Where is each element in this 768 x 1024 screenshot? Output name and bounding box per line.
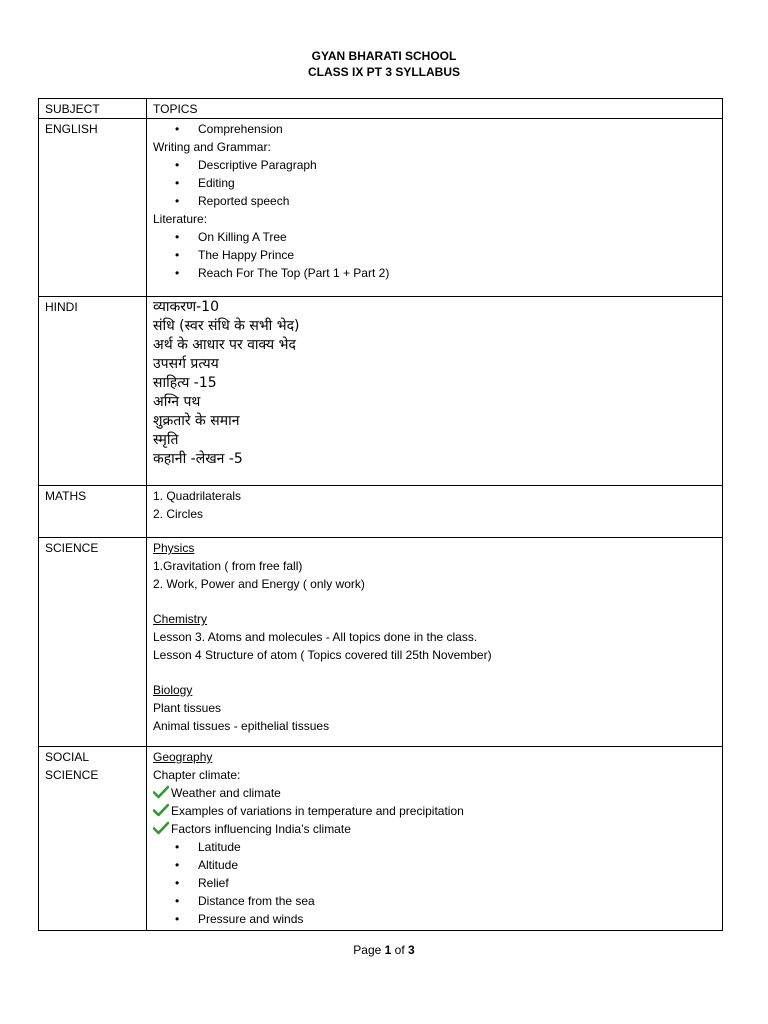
bullet-icon: •	[175, 176, 180, 190]
bullet-icon: •	[175, 194, 180, 208]
hindi-line: शुक्रतारे के समान	[153, 413, 240, 429]
row-hindi	[39, 297, 723, 486]
list-item: • Latitude	[175, 840, 241, 854]
list-item: • Reported speech	[175, 194, 290, 208]
topics-science	[147, 538, 723, 747]
row-english	[39, 119, 723, 297]
subject-maths: MATHS	[39, 486, 147, 538]
school-name: GYAN BHARATI SCHOOL	[311, 49, 457, 63]
chapter-heading: Chapter climate:	[153, 768, 241, 782]
page-footer	[0, 943, 768, 957]
hindi-line: व्याकरण-10	[153, 299, 220, 315]
header-row	[39, 99, 723, 119]
hindi-line: संधि (स्वर संधि के सभी भेद)	[153, 318, 300, 334]
row-social-science	[39, 747, 723, 931]
row-science	[39, 538, 723, 747]
hindi-line: अग्नि पथ	[153, 394, 201, 410]
page-total: 3	[408, 943, 415, 957]
topics-maths	[147, 486, 723, 538]
bullet-icon: •	[175, 876, 180, 890]
spacer	[153, 664, 716, 681]
list-item: 2. Circles	[153, 507, 204, 521]
list-item: • The Happy Prince	[175, 248, 295, 262]
spacer	[153, 593, 716, 610]
checkmark-icon	[153, 803, 169, 817]
checkmark-icon	[153, 785, 169, 799]
column-header-subject: SUBJECT	[39, 99, 147, 119]
list-item: • Relief	[175, 876, 229, 890]
list-item: 1.Gravitation ( from free fall)	[153, 559, 303, 573]
bullet-icon: •	[175, 266, 180, 280]
bullet-icon: •	[175, 122, 180, 136]
checked-item: Examples of variations in temperature and precipitation	[153, 802, 716, 820]
topics-social-science	[147, 747, 723, 931]
list-item: • Editing	[175, 176, 235, 190]
section-heading-geography: Geography	[153, 750, 213, 764]
row-maths	[39, 486, 723, 538]
section-heading-biology: Biology	[153, 683, 193, 697]
topics-hindi	[147, 297, 723, 486]
bullet-icon: •	[175, 912, 180, 926]
bullet-icon: •	[175, 158, 180, 172]
document-header	[0, 48, 768, 80]
list-item: Lesson 3. Atoms and molecules - All topics done in the class.	[153, 630, 478, 644]
hindi-line: साहित्य -15	[153, 375, 217, 391]
page-word: Page	[353, 943, 382, 957]
section-heading: Literature:	[153, 212, 208, 226]
topics-english	[147, 119, 723, 297]
bullet-icon: •	[175, 248, 180, 262]
subject-english: ENGLISH	[39, 119, 147, 297]
document-title: CLASS IX PT 3 SYLLABUS	[307, 65, 461, 79]
subject-social-science: SOCIAL SCIENCE	[39, 747, 147, 931]
list-item: Animal tissues - epithelial tissues	[153, 719, 330, 733]
list-item: • On Killing A Tree	[175, 230, 287, 244]
section-heading-physics: Physics	[153, 541, 195, 555]
hindi-line: उपसर्ग प्रत्यय	[153, 356, 219, 372]
list-item: • Comprehension	[175, 122, 283, 136]
page-number: 1	[384, 943, 392, 957]
bullet-icon: •	[175, 840, 180, 854]
of-word: of	[394, 943, 405, 957]
list-item: • Reach For The Top (Part 1 + Part 2)	[175, 266, 390, 280]
hindi-line: स्मृति	[153, 432, 179, 448]
list-item: Lesson 4 Structure of atom ( Topics covered till 25th November)	[153, 648, 492, 662]
bullet-icon: •	[175, 858, 180, 872]
hindi-line: अर्थ के आधार पर वाक्य भेद	[153, 337, 296, 353]
list-item: 1. Quadrilaterals	[153, 489, 242, 503]
subject-science: SCIENCE	[39, 538, 147, 747]
bullet-icon: •	[175, 894, 180, 908]
subject-hindi: HINDI	[39, 297, 147, 486]
list-item: • Descriptive Paragraph	[175, 158, 317, 172]
checked-item: Factors influencing India’s climate	[153, 820, 716, 838]
list-item: 2. Work, Power and Energy ( only work)	[153, 577, 365, 591]
hindi-line: कहानी -लेखन -5	[153, 451, 243, 467]
list-item: • Pressure and winds	[175, 912, 304, 926]
syllabus-table	[38, 98, 723, 931]
list-item: • Distance from the sea	[175, 894, 315, 908]
checked-item: Weather and climate	[153, 784, 716, 802]
column-header-topics: TOPICS	[147, 99, 723, 119]
list-item: Plant tissues	[153, 701, 222, 715]
section-heading: Writing and Grammar:	[153, 140, 271, 154]
section-heading-chemistry: Chemistry	[153, 612, 208, 626]
bullet-icon: •	[175, 230, 180, 244]
list-item: • Altitude	[175, 858, 239, 872]
checkmark-icon	[153, 821, 169, 835]
